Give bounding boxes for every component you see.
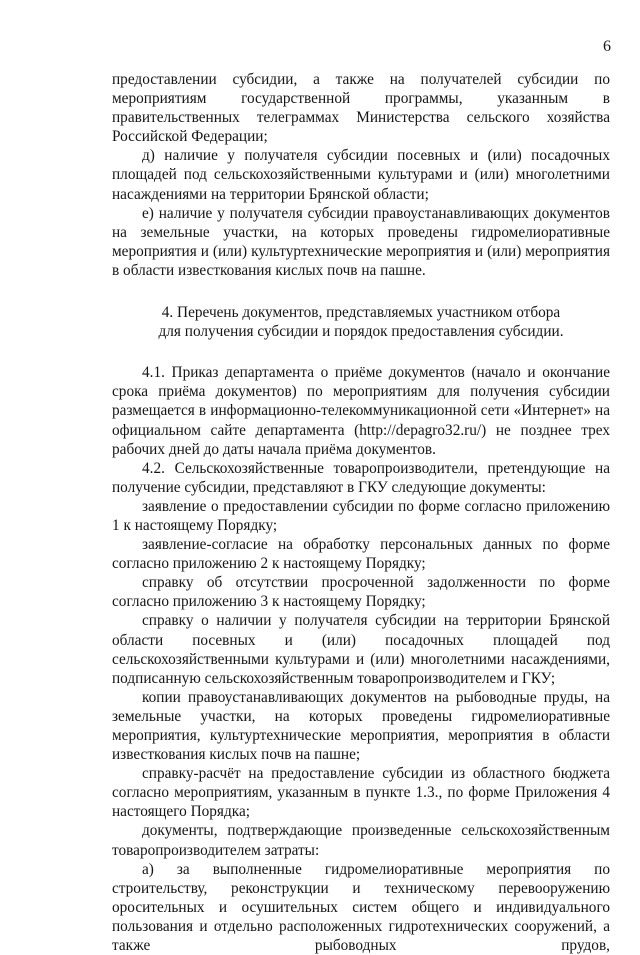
list-item: копии правоустанавливающих документов на рыбоводные пруды, на земельные участки, на которых проведены гидромелиоративные мероприятия, культуртехнические мероприятия, мероприятия в области известкования кислых почв на пашне; [112, 688, 610, 764]
list-item: заявление-согласие на обработку персональных данных по форме согласно приложению 2 к настоящему Порядку; [112, 536, 610, 573]
section-heading-line: 4. Перечень документов, представляемых участником отбора [161, 304, 561, 322]
page-number: 6 [603, 38, 611, 55]
paragraph: е) наличие у получателя субсидии правоустанавливающих документов на земельные участки, на которых проведены гидромелиоративные мероприятия и (или) культуртехнические мероприятия и (или) мероприятия в области известкования кислых почв на пашне. [112, 204, 610, 279]
list-item: документы, подтверждающие произведенные сельскохозяйственным товаропроизводителем затраты: [112, 822, 610, 859]
document-body [112, 70, 610, 955]
list-item: заявление о предоставлении субсидии по форме согласно приложению 1 к настоящему Порядку; [112, 497, 610, 534]
paragraph: д) наличие у получателя субсидии посевных и (или) посадочных площадей под сельскохозяйственными культурами и (или) многолетними насаждениями на территории Брянской области; [112, 147, 610, 203]
paragraph: предоставлении субсидии, а также на получателей субсидии по мероприятиям государственной программы, указанным в правительственных телеграммах Министерства сельского хозяйства Российской Федерации; [112, 71, 610, 146]
paragraph: 4.2. Сельскохозяйственные товаропроизводители, претендующие на получение субсидии, представляют в ГКУ следующие документы: [112, 459, 610, 496]
list-item: справку об отсутствии просроченной задолженности по форме согласно приложению 3 к настоящему Порядку; [112, 574, 610, 611]
list-item: справку о наличии у получателя субсидии на территории Брянской области посевных и (или) посадочных площадей под сельскохозяйственными культурами и (или) многолетними насаждениями, подписанную сельскохозяйственным товаропроизводителем и ГКУ; [112, 612, 610, 687]
paragraph: 4.1. Приказ департамента о приёме документов (начало и окончание срока приёма документов) по мероприятиям для получения субсидии размещается в информационно-телекоммуникационной сети «Интернет» на официальном сайте департамента (http://depagro32.ru/) не позднее трех рабочих дней до даты начала приёма документов. [112, 364, 610, 458]
section-heading-line: для получения субсидии и порядок предоставления субсидии. [158, 323, 564, 341]
section-heading [112, 303, 610, 341]
list-item: справку-расчёт на предоставление субсидии из областного бюджета согласно мероприятиям, указанным в пункте 1.3., по форме Приложения 4 настоящего Порядка; [112, 765, 610, 821]
list-item: а) за выполненные гидромелиоративные мероприятия по строительству, реконструкции и техническому перевооружению оросительных и осушительных систем общего и индивидуального пользования и отдельно расположенных гидротехнических сооружений, а также рыбоводных прудов, [112, 860, 610, 955]
